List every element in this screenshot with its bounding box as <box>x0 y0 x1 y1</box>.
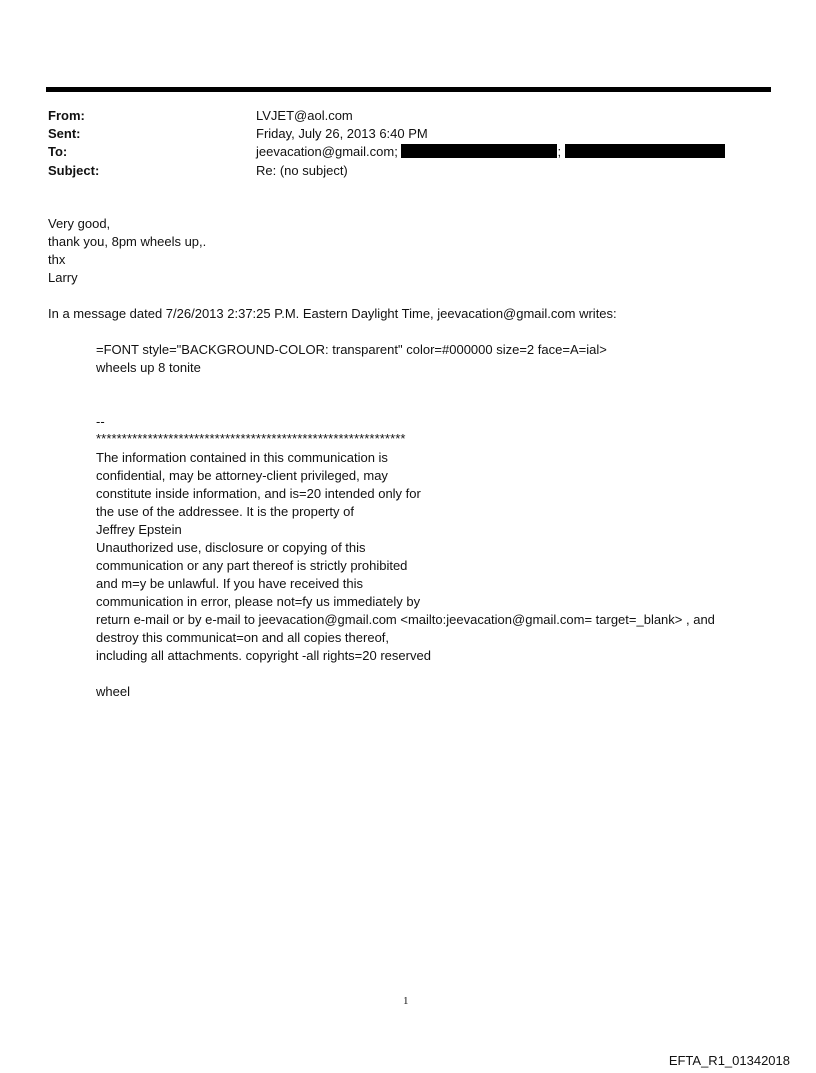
subject-label: Subject: <box>48 163 100 178</box>
signature-dash: -- <box>96 414 105 429</box>
from-label: From: <box>48 108 85 123</box>
disclaimer-line: constitute inside information, and is=20 intended only for <box>96 486 421 501</box>
disclaimer-line: The information contained in this communication is <box>96 450 388 465</box>
disclaimer-line: including all attachments. copyright -all rights=20 reserved <box>96 648 431 663</box>
sent-label: Sent: <box>48 126 81 141</box>
body-line: thank you, 8pm wheels up,. <box>48 234 207 249</box>
sent-value: Friday, July 26, 2013 6:40 PM <box>256 126 428 141</box>
body-line: thx <box>48 252 66 267</box>
disclaimer-line: Jeffrey Epstein <box>96 522 182 537</box>
redaction-box <box>401 144 557 158</box>
disclaimer-line: destroy this communicat=on and all copies thereof, <box>96 630 390 645</box>
redaction-box <box>565 144 725 158</box>
subject-value: Re: (no subject) <box>256 163 348 178</box>
disclaimer-line: and m=y be unlawful. If you have received this <box>96 576 364 591</box>
to-separator: ; <box>557 144 562 159</box>
to-label: To: <box>48 144 68 159</box>
quoted-tail: wheel <box>96 684 130 699</box>
to-value: jeevacation@gmail.com; <box>256 144 398 159</box>
quoted-message-text: wheels up 8 tonite <box>96 360 201 375</box>
quote-intro: In a message dated 7/26/2013 2:37:25 P.M. Eastern Daylight Time, jeevacation@gmail.com writes: <box>48 306 617 321</box>
disclaimer-line: Unauthorized use, disclosure or copying of this <box>96 540 366 555</box>
disclaimer-line: the use of the addressee. It is the property of <box>96 504 354 519</box>
disclaimer-line: return e-mail or by e-mail to jeevacation@gmail.com <mailto:jeevacation@gmail.com= target=_blank> , and <box>96 612 715 627</box>
disclaimer-line: communication in error, please not=fy us immediately by <box>96 594 421 609</box>
disclaimer-line: communication or any part thereof is strictly prohibited <box>96 558 408 573</box>
quoted-font-line: =FONT style="BACKGROUND-COLOR: transparent" color=#000000 size=2 face=A=ial> <box>96 342 607 357</box>
to-value-group <box>256 143 725 161</box>
bates-number: EFTA_R1_01342018 <box>668 1053 790 1068</box>
disclaimer-line: confidential, may be attorney-client privileged, may <box>96 468 388 483</box>
body-signature: Larry <box>48 270 78 285</box>
page-number: 1 <box>403 995 409 1007</box>
stars-divider: ************************************************************ <box>96 431 406 446</box>
from-value: LVJET@aol.com <box>256 108 353 123</box>
body-line: Very good, <box>48 216 111 231</box>
header-rule <box>46 87 771 92</box>
